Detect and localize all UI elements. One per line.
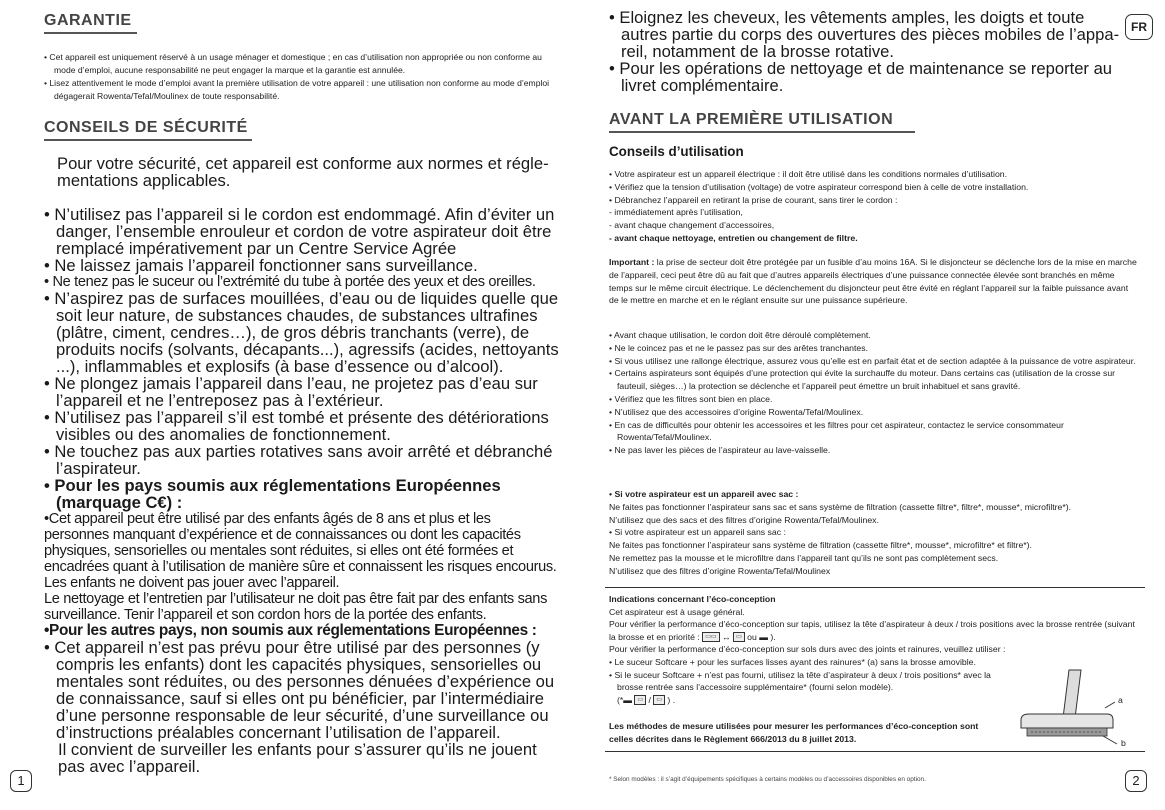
securite-list [44,206,559,775]
list-item: • Ne pas laver les pièces de l’aspirateur au lave-vaisselle. [609,445,831,456]
sac-line: Ne faites pas fonctionner l’aspirateur sans sac et sans système de filtration (cassette filtre*, filtre*, mousse*, microfiltre*). [609,501,1072,512]
list-item: • Si vous utilisez une rallonge électrique, assurez vous qu’elle est en parfait état et de section adaptée à la puissance de votre aspirateur. [609,355,1136,366]
eco-line-part: ou [747,631,760,642]
list-item: • N’utilisez pas l’appareil si le cordon est endommagé. Afin d’éviter un danger, l’ensemble enrouleur et cordon de votre aspirateur doit être remplacé impérativement par un Centre Service Agrée [44,205,555,258]
eco-line [609,618,1139,643]
softcare-nozzle-illustration [1011,662,1121,752]
premiere-title: AVANT LA PREMIÈRE UTILISATION [609,111,915,133]
eco-bullet: • Le suceur Softcare + pour les surfaces lisses ayant des rainures* (a) sans la brosse amovible. [609,656,976,667]
list-item: • Certains aspirateurs sont équipés d’une protection qui évite la surchauffe du moteur. Dans certains cas (utilisation de la crosse sur fauteuil, sièges…) la protection se déclenche et l’appareil peut émettre un bruit inhabituel et sans gravité. [609,368,1116,392]
garantie-list [44,51,560,103]
list-item: • Votre aspirateur est un appareil électrique : il doit être utilisé dans les conditions normales d’utilisation. [609,169,1008,179]
eu-text: •Cet appareil peut être utilisé par des enfants âgés de 8 ans et plus et les personnes manquant d’expérience et de connaissances ou dont les capacités physiques, sensorielles ou mentales sont réduites, si elles ont été formées et encadrées quant à l’utilisation de manière sûre et connaissent les risques encourus. Les enfants ne doivent pas jouer avec l’appareil. [44,511,557,591]
list-item: • Ne plongez jamais l’appareil dans l’eau, ne projetez pas d’eau sur l’appareil et ne l’entreposez pas à l’extérieur. [44,374,538,410]
list-item: • Ne le coincez pas et ne le passez pas sur des arêtes tranchantes. [609,342,868,353]
sac-heading: • Si votre aspirateur est un appareil avec sac : [609,489,799,499]
bag-section [609,488,1139,578]
brush-position-icon: ▭ [634,695,646,705]
list-item: • Ne laissez jamais l’appareil fonctionner sans surveillance. [44,256,478,275]
conseils-title: Conseils d’utilisation [609,144,744,159]
securite-title: CONSEILS DE SÉCURITÉ [44,119,252,141]
right-page [583,0,1165,810]
securite-intro: Pour votre sécurité, cet appareil est conforme aux normes et réglementations applicables. [57,154,549,190]
eu-text-2: Le nettoyage et l’entretien par l’utilisateur ne doit pas être fait par des enfants sans surveillance. Tenir l’appareil et son cordon hors de la portée des enfants. [44,591,548,623]
important-text: la prise de secteur doit être protégée par un fusible d’au moins 16A. Si le disjoncteur se déclenche lors de la mise en marche de l’appareil, ceci peut être dû au fait que d’autres appareils électriques d’une puissance connectée élevée sont branchés en même temps sur le même circuit électrique. Le déclenchement du disjoncteur peut être évité en réglant l’appareil sur la faible puissance avant de le mettre en marche et en le réglant ensuite sur une puissance supérieure. [609,257,1137,306]
list-item: • En cas de difficultés pour obtenir les accessoires et les filtres pour cet aspirateur, contactez le service consommateur Rowenta/Tefal/Moulinex. [609,419,1064,443]
list-item: • Cet appareil est uniquement réservé à un usage ménager et domestique ; en cas d’utilisation non appropriée ou non conforme au mode d’emploi, aucune responsabilité ne peut engager la marque et la garantie est annulée. [44,52,542,75]
eco-symbols-line: (*▬ ▭ / ▭ ) . [617,694,676,705]
brush-retracted-icon: ▭ [733,632,745,642]
eu-heading: • Pour les pays soumis aux réglementations Européennes (marquage C€) : [44,476,501,512]
sac-line: N’utilisez que des sacs et des filtres d’origine Rowenta/Tefal/Moulinex. [609,514,879,525]
top-list [609,9,1125,94]
usage-list [609,329,1139,457]
non-eu-heading: •Pour les autres pays, non soumis aux réglementations Européennes : [44,622,537,639]
eco-line-part: ). [770,631,776,642]
label-b: b [1121,738,1126,748]
list-item: • Pour les opérations de nettoyage et de maintenance se reporter au livret complémentaire. [609,59,1113,95]
brush-retracted-icon: ▭ [653,695,665,705]
list-item: • N’utilisez pas l’appareil s’il est tombé et présente des détériorations visibles ou des anomalies de fonctionnement. [44,408,549,444]
eco-bullet: • Si le suceur Softcare + n’est pas fourni, utilisez la tête d’aspirateur à deux / trois positions* avec la brosse rentrée sans l’accessoire supplémentaire* (fourni selon modèle). [609,669,991,693]
non-eu-text: • Cet appareil n’est pas prévu pour être utilisé par des personnes (y compris les enfants) dont les capacités physiques, sensorielles ou mentales sont réduites, ou des personnes dénuées d’expérience ou de connaissance, sauf si elles ont pu bénéficier, par l’intermédiaire d’une personne responsable de leur sécurité, d’une surveillance ou d’instructions préalables concernant l’utilisation de l’appareil. [44,638,555,742]
eco-regulation: Les méthodes de mesure utilisées pour mesurer les performances d’éco-conception sont celles décrites dans le Règlement 666/2013 du 8 juillet 2013. [609,721,979,744]
important-label: Important : [609,257,655,267]
sans-sac-line: N’utilisez que des filtres d’origine Rowenta/Tefal/Moulinex [609,565,831,576]
garantie-title: GARANTIE [44,12,137,34]
arrows-icon: ↔ [721,631,731,642]
floor-head-icon: (*▬ [617,694,632,705]
floor-head-icon: ▬ [759,631,768,642]
brush-position-icon: ▭▭ [702,632,719,642]
sans-sac-line: Ne faites pas fonctionner l’aspirateur sans système de filtration (cassette filtre*, mousse*, microfiltre* et filtre*). [609,540,1032,551]
list-item: • N’utilisez que des accessoires d’origine Rowenta/Tefal/Moulinex. [609,406,864,417]
list-item: • Lisez attentivement le mode d’emploi avant la première utilisation de votre appareil : une utilisation non conforme au mode d’emploi dégagerait Rowenta/Tefal/Moulinex de toute responsabilité. [44,78,550,101]
page-number: 2 [1125,770,1147,792]
list-item: - immédiatement après l’utilisation, [609,207,743,218]
footnote: * Selon modèles : il s’agit d’équipements spécifiques à certains modèles ou d’accessoires disponibles en option. [609,776,926,783]
left-page [0,0,582,810]
eco-title: Indications concernant l’éco-conception [609,594,776,604]
list-item: - avant chaque changement d’accessoires, [609,220,775,231]
label-a: a [1118,695,1123,705]
eco-line: Cet aspirateur est à usage général. [609,606,745,617]
list-item: - avant chaque nettoyage, entretien ou changement de filtre. [609,232,858,243]
list-item: • N’aspirez pas de surfaces mouillées, d’eau ou de liquides quelle que soit leur nature, de substances chaudes, de substances ultrafines (plâtre, ciment, cendres…), de gros débris tranchants (verre), de produits nocifs (solvants, décapants...), agressifs (acides, nettoyants ...), inflammables et explosifs (à base d’essence ou d’alcool). [44,289,559,376]
list-item: • Avant chaque utilisation, le cordon doit être déroulé complètement. [609,330,871,340]
list-item: • Vérifiez que les filtres sont bien en place. [609,393,773,404]
list-item: • Eloignez les cheveux, les vêtements amples, les doigts et toute autres partie du corps des ouvertures des pièces mobiles de l’appareil, notamment de la brosse rotative. [609,8,1120,61]
page-number: 1 [10,770,32,792]
sans-sac-heading: • Si votre aspirateur est un appareil sans sac : [609,527,786,538]
eco-line: Pour vérifier la performance d’éco-conception sur sols durs avec des joints et rainures, veuillez utiliser : [609,644,1006,655]
language-badge: FR [1125,14,1153,40]
list-item: • Débranchez l’appareil en retirant la prise de courant, sans tirer le cordon : [609,194,898,205]
list-item: • Vérifiez que la tension d’utilisation (voltage) de votre aspirateur correspond bien à celle de votre installation. [609,181,1029,192]
sans-sac-line: Ne remettez pas la mousse et le microfiltre dans l’appareil tant qu’ils ne sont pas complètement secs. [609,552,999,563]
non-eu-text-2: Il convient de surveiller les enfants pour s’assurer qu’ils ne jouent pas avec l’appareil. [58,740,537,776]
conseils-list [609,168,1139,245]
important-paragraph [609,256,1139,307]
list-item: • Ne touchez pas aux parties rotatives sans avoir arrêté et débranché l’aspirateur. [44,442,553,478]
list-item: • Ne tenez pas le suceur ou l’extrémité du tube à portée des yeux et des oreilles. [44,274,536,290]
eco-line-part: Pour vérifier la performance d’éco-conception sur tapis, utilisez la tête d’aspirateur à deux / trois positions avec la brosse rentrée (suivant la brosse et en priorité : [609,619,1135,642]
